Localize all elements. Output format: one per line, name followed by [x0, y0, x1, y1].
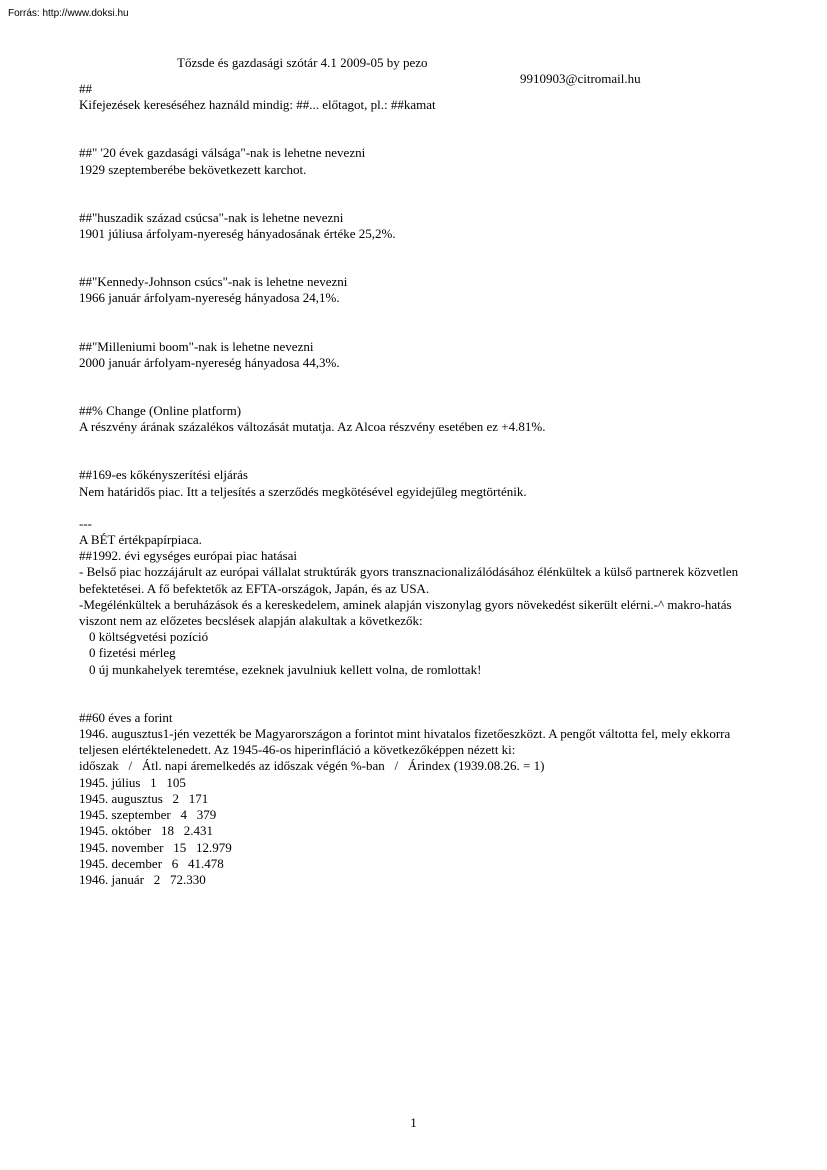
table-row	[79, 791, 749, 807]
entry-desc: 1901 júliusa árfolyam-nyereség hányadosának értéke 25,2%.	[79, 226, 396, 242]
entry-term: ##"Kennedy-Johnson csúcs"-nak is lehetne nevezni	[79, 274, 348, 290]
intro-block	[79, 81, 749, 113]
forint-term: ##60 éves a forint	[79, 709, 173, 725]
bet-heading: A BÉT értékpapírpiaca.	[79, 532, 202, 548]
table-header: időszak / Átl. napi áremelkedés az időszak végén %-ban / Árindex (1939.08.26. = 1)	[79, 758, 545, 774]
row-daily: 1	[150, 774, 157, 790]
table-row	[79, 807, 749, 823]
table-row	[79, 823, 749, 839]
row-daily: 6	[171, 855, 179, 871]
row-period: 1945. december	[79, 855, 163, 871]
row-period: 1946. január	[79, 871, 144, 887]
page-number: 1	[410, 1115, 417, 1130]
row-daily: 18	[160, 823, 174, 839]
forint-block	[79, 710, 749, 888]
table-row	[79, 856, 749, 872]
entry-block	[79, 403, 749, 435]
row-daily: 15	[173, 839, 187, 855]
entry-block	[79, 274, 749, 306]
row-index: 2.431	[183, 823, 213, 839]
entry-desc: A részvény árának százalékos változását mutatja. Az Alcoa részvény esetében ez +4.81%.	[79, 419, 546, 435]
forint-desc: 1946. augusztus1-jén vezették be Magyarországon a forintot mint hivatalos fizetőeszközt. A pengőt váltotta fel, mely ekkorra teljesen elértéktelenedett. Az 1945-46-os hiperinfláció a következőképpen nézett ki:	[79, 726, 731, 758]
row-index: 105	[166, 774, 186, 790]
row-index: 41.478	[188, 855, 224, 871]
table-row	[79, 872, 749, 888]
entry-term: ##" '20 évek gazdasági válsága"-nak is lehetne nevezni	[79, 145, 366, 161]
separator: ---	[79, 515, 92, 531]
table-row	[79, 775, 749, 791]
entry-block	[79, 339, 749, 371]
eu-line-2: -Megélénkültek a beruházások és a kereskedelem, aminek alapján viszonylag gyors növekedést sikerült elérni.-^ makro-hatás viszont nem az előzetes becslések alapján alakultak a következők:	[79, 596, 732, 629]
row-daily: 4	[180, 807, 187, 823]
entry-block	[79, 210, 749, 242]
row-daily: 2	[153, 871, 161, 887]
row-period: 1945. szeptember	[79, 807, 171, 823]
source-label: Forrás: http://www.doksi.hu	[8, 8, 129, 19]
author-email: 9910903@citromail.hu	[520, 71, 641, 86]
row-period: 1945. november	[79, 839, 164, 855]
entry-term: ##169-es kőkényszerítési eljárás	[79, 467, 248, 483]
eu-block	[79, 548, 749, 678]
row-index: 379	[196, 807, 217, 823]
entry-block	[79, 145, 749, 177]
entry-desc: 1966 január árfolyam-nyereség hányadosa 24,1%.	[79, 290, 340, 306]
page-header	[0, 39, 827, 87]
eu-line-1: - Belső piac hozzájárult az európai vállalat struktúrák gyors transznacionalizálódásához élénkültek a külső partnerek közvetlen befektetései. A fő befektetők az EFTA-országok, Japán, és az USA.	[79, 564, 739, 596]
table-row	[79, 840, 749, 856]
row-index: 171	[188, 790, 209, 806]
document-title: Tőzsde és gazdasági szótár 4.1 2009-05 by pezo	[177, 55, 428, 70]
row-period: 1945. augusztus	[79, 790, 163, 806]
entry-desc: 1929 szeptemberébe bekövetkezett karchot.	[79, 161, 307, 177]
entry-term: ##"Milleniumi boom"-nak is lehetne nevezni	[79, 338, 314, 354]
eu-term: ##1992. évi egységes európai piac hatásai	[79, 548, 298, 564]
row-period: 1945. július	[79, 774, 141, 790]
eu-item: 0 fizetési mérleg	[89, 645, 176, 661]
eu-item: 0 új munkahelyek teremtése, ezeknek javulniuk kellett volna, de romlottak!	[89, 661, 482, 677]
row-daily: 2	[172, 790, 180, 806]
entry-desc: 2000 január árfolyam-nyereség hányadosa 44,3%.	[79, 354, 340, 370]
intro-text: Kifejezések kereséséhez haználd mindig: ##... előtagot, pl.: ##kamat	[79, 97, 436, 113]
eu-item: 0 költségvetési pozíció	[89, 629, 209, 645]
document-body	[79, 81, 749, 888]
row-period: 1945. október	[79, 823, 152, 839]
entry-term: ##"huszadik század csúcsa"-nak is lehetne nevezni	[79, 209, 344, 225]
row-index: 12.979	[195, 839, 232, 855]
row-index: 72.330	[169, 871, 206, 887]
intro-marker: ##	[79, 81, 92, 96]
entry-term: ##% Change (Online platform)	[79, 403, 242, 419]
entry-desc: Nem határidős piac. Itt a teljesítés a szerződés megkötésével egyidejűleg megtörténik.	[79, 483, 527, 499]
entry-block	[79, 467, 749, 499]
